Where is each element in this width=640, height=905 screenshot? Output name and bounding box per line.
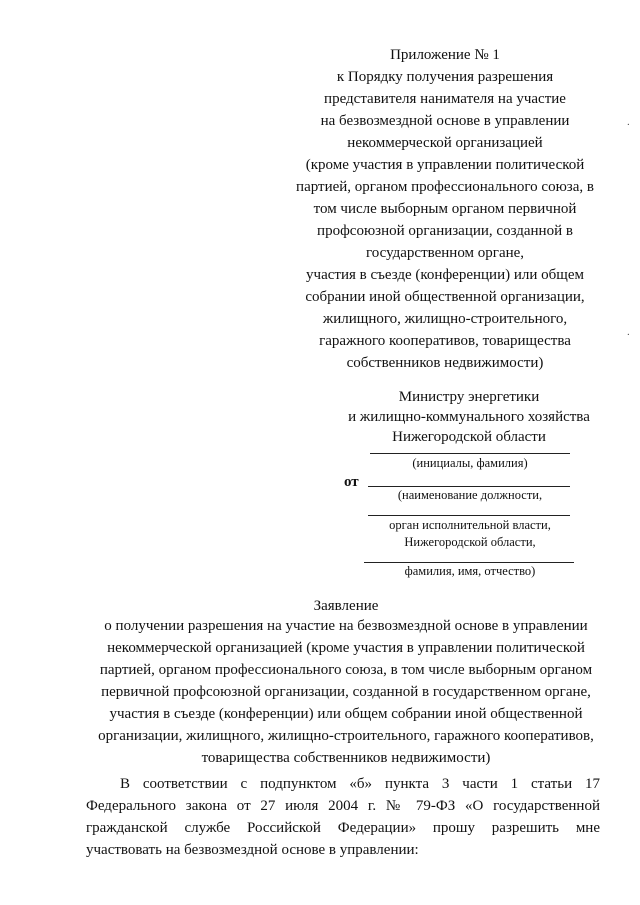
initials-signature-line xyxy=(370,453,570,454)
appendix-line: профсоюзной организации, созданной в xyxy=(317,223,573,239)
statement-line: товарищества собственников недвижимости) xyxy=(201,750,491,766)
addressee-line: Нижегородской области xyxy=(392,429,546,445)
margin-speck: . xyxy=(627,116,630,128)
statement-line: участия в съезде (конференции) или общем собрании иной общественной xyxy=(109,706,583,722)
statement-line: о получении разрешения на участие на безвозмездной основе в управлении xyxy=(104,618,588,634)
statement-line: партией, органом профессионального союза, в том числе выборным органом xyxy=(99,662,593,678)
appendix-title: Приложение № 1 xyxy=(390,47,500,63)
position-hint: (наименование должности, xyxy=(397,488,543,502)
body-line: Федерального закона от 27 июля 2004 г. № 79-ФЗ «О государственной xyxy=(86,798,600,814)
authority-hint: Нижегородской области, xyxy=(404,535,536,549)
appendix-line: к Порядку получения разрешения xyxy=(336,69,554,85)
authority-field-line xyxy=(368,515,570,516)
name-hint: фамилия, имя, отчество) xyxy=(404,564,536,578)
addressee-line: Министру энергетики xyxy=(398,389,540,405)
statement-line: организации, жилищного, жилищно-строительного, гаражного кооперативов, xyxy=(98,728,594,744)
from-label: от xyxy=(344,474,359,490)
appendix-line: том числе выборным органом первичной xyxy=(313,201,577,217)
addressee-line: и жилищно-коммунального хозяйства xyxy=(348,409,590,425)
appendix-line: представителя нанимателя на участие xyxy=(324,91,566,107)
appendix-line: участия в съезде (конференции) или общем xyxy=(306,267,584,283)
body-line: В соответствии с подпунктом «б» пункта 3 части 1 статьи 17 xyxy=(120,776,600,792)
authority-hint: орган исполнительной власти, xyxy=(389,518,551,532)
appendix-line: на безвозмездной основе в управлении xyxy=(320,113,570,129)
appendix-line: жилищного, жилищно-строительного, xyxy=(322,311,568,327)
body-line: участвовать на безвозмездной основе в управлении: xyxy=(86,842,419,858)
appendix-line: собрании иной общественной организации, xyxy=(305,289,585,305)
body-line: гражданской службе Российской Федерации» прошу разрешить мне xyxy=(86,820,600,836)
initials-hint: (инициалы, фамилия) xyxy=(412,456,528,470)
appendix-line: некоммерческой организацией xyxy=(347,135,543,151)
appendix-line: (кроме участия в управлении политической xyxy=(305,157,585,173)
statement-title: Заявление xyxy=(313,598,379,614)
statement-line: некоммерческой организацией (кроме участия в управлении политической xyxy=(107,640,585,656)
appendix-line: собственников недвижимости) xyxy=(346,355,544,371)
margin-speck: . xyxy=(627,326,630,338)
appendix-line: государственном органе, xyxy=(365,245,525,261)
statement-line: первичной профсоюзной организации, созданной в государственном органе, xyxy=(101,684,591,700)
appendix-line: партией, органом профессионального союза, в xyxy=(296,179,594,195)
appendix-line: гаражного кооперативов, товарищества xyxy=(319,333,571,349)
